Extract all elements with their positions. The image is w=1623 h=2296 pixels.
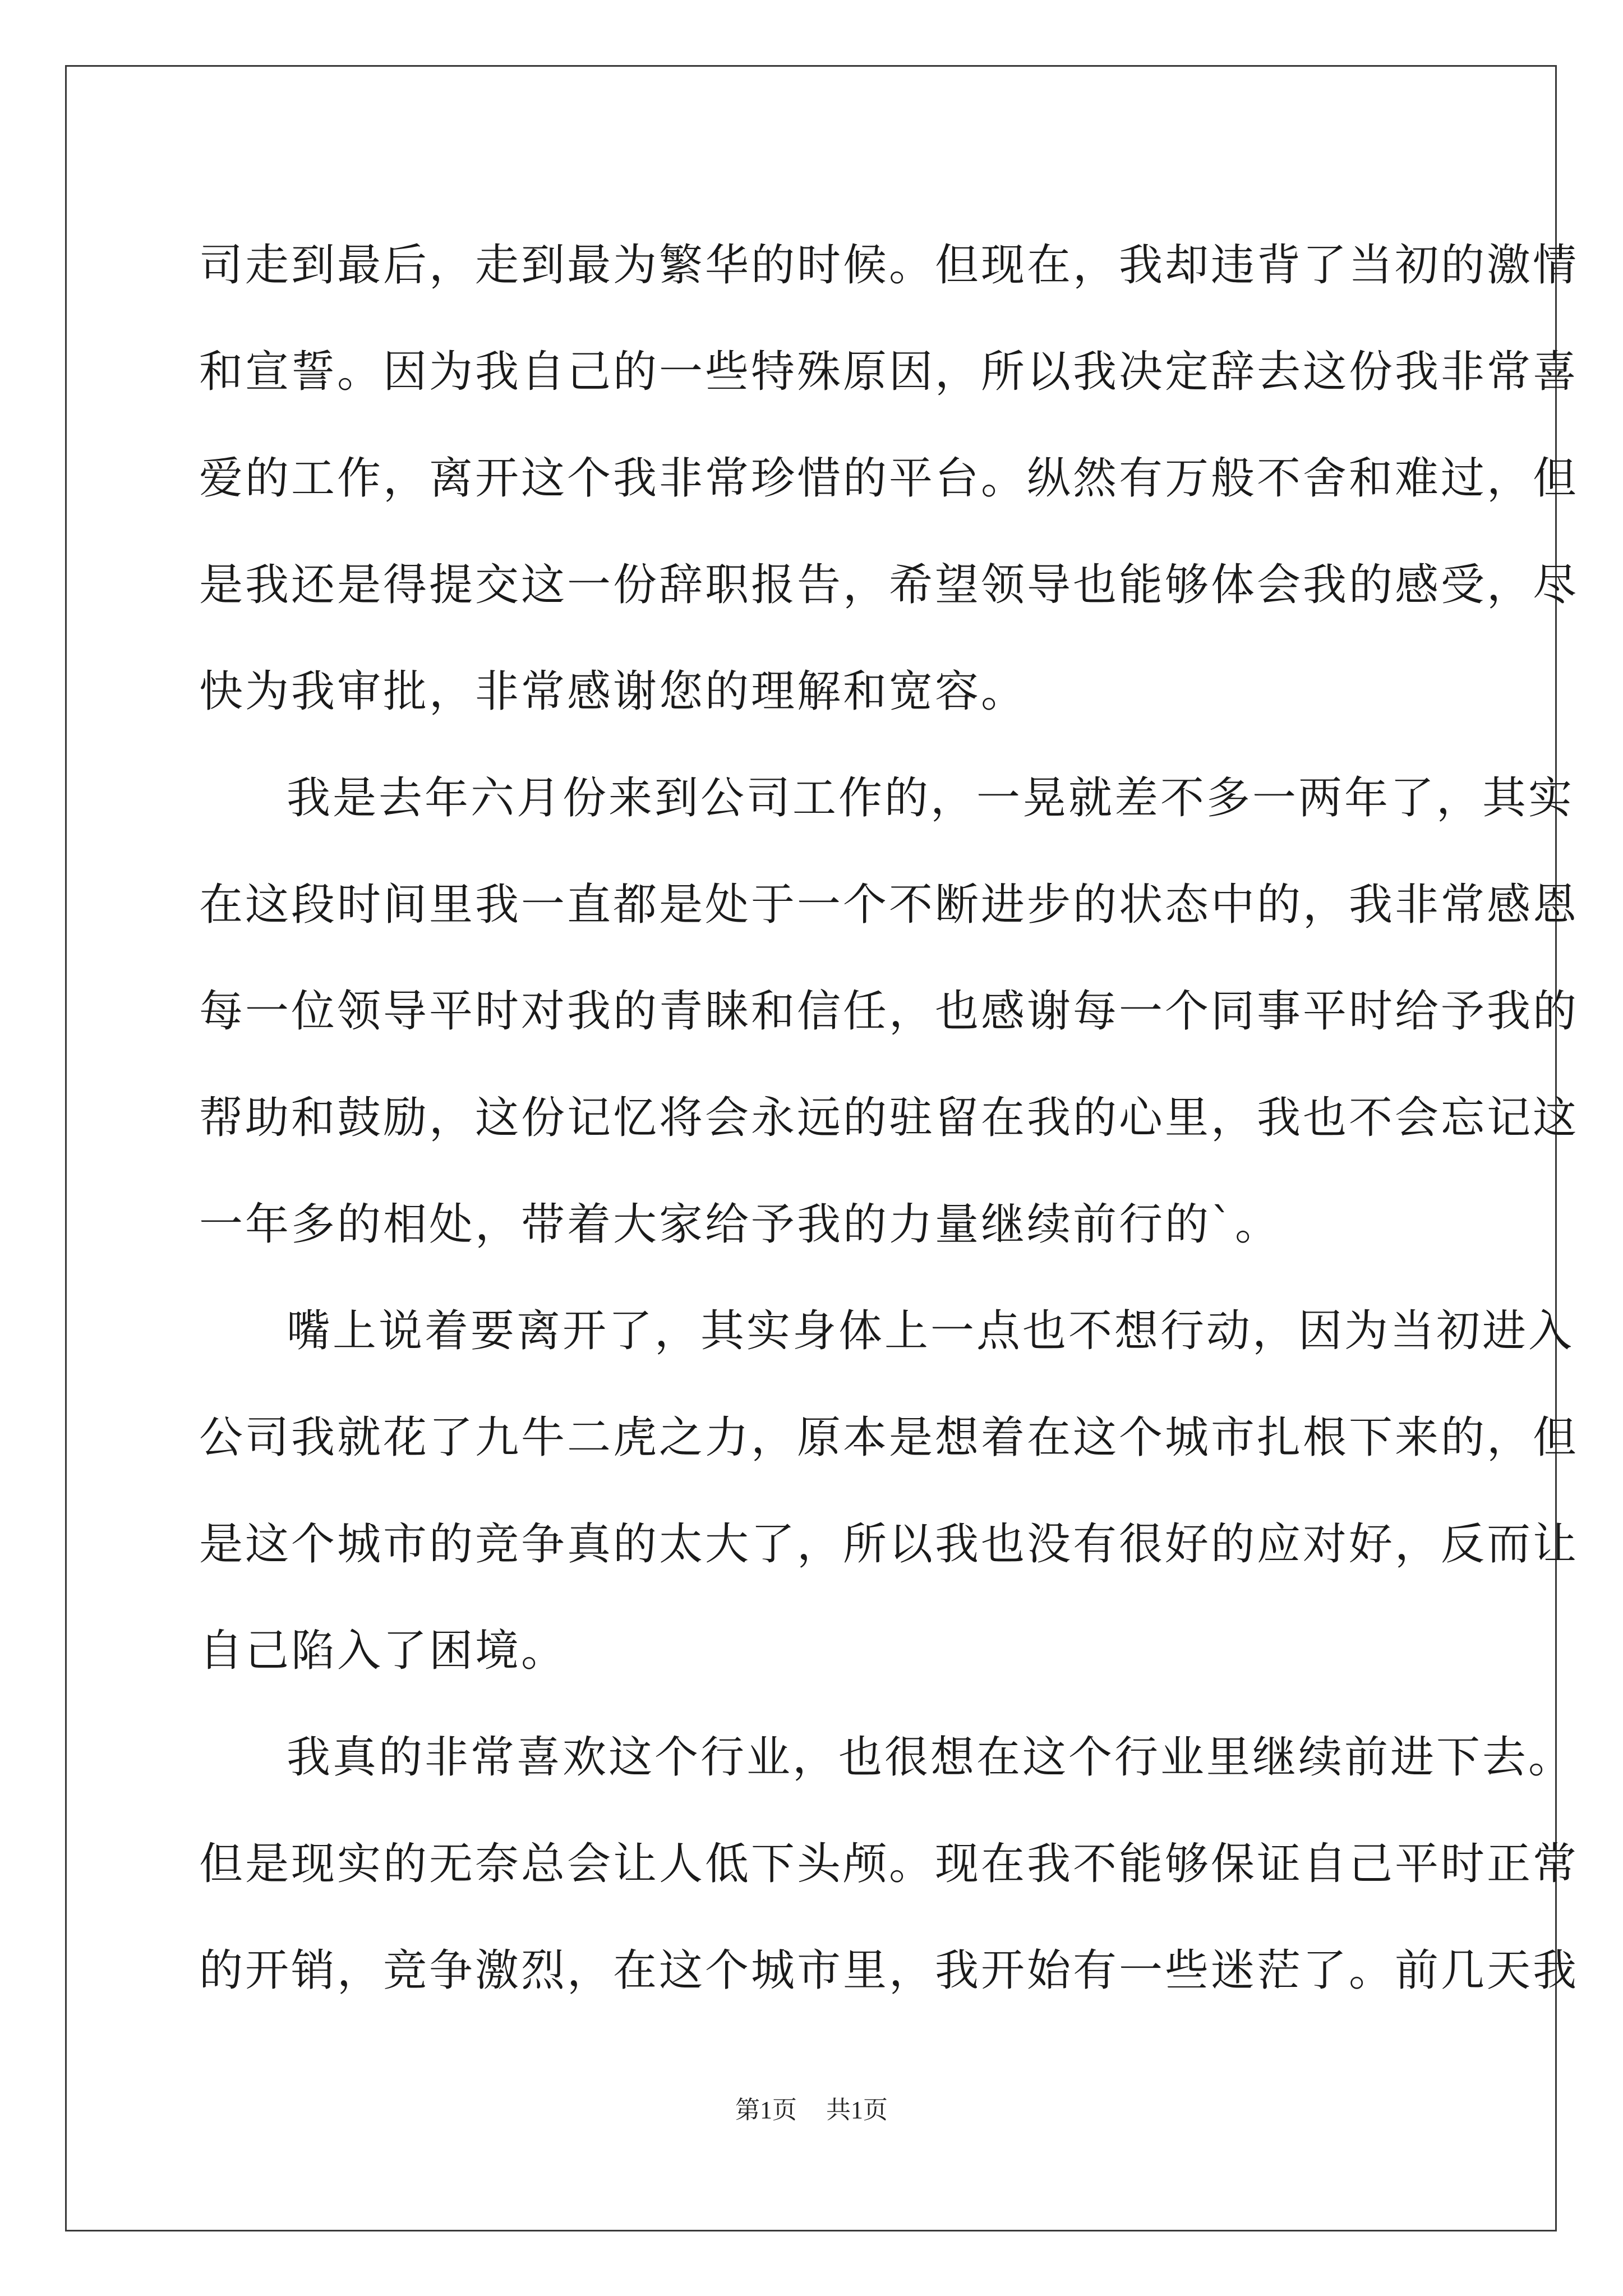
text-line: 公司我就花了九牛二虎之力，原本是想着在这个城市扎根下来的，但 (199, 1412, 1579, 1463)
document-body (199, 212, 1579, 2024)
text-line: 帮助和鼓励，这份记忆将会永远的驻留在我的心里，我也不会忘记这 (199, 1093, 1579, 1143)
text-line: 一年多的相处，带着大家给予我的力量继续前行的`。 (199, 1199, 1281, 1250)
text-line: 每一位领导平时对我的青睐和信任，也感谢每一个同事平时给予我的 (199, 986, 1579, 1037)
paragraph-first-line: 我真的非常喜欢这个行业，也很想在这个行业里继续前进下去。 (287, 1732, 1575, 1783)
page-number-current: 第1页 (735, 2096, 797, 2124)
text-line: 自己陷入了困境。 (199, 1626, 568, 1676)
text-line: 是我还是得提交这一份辞职报告，希望领导也能够体会我的感受，尽 (199, 560, 1579, 610)
text-line: 快为我审批，非常感谢您的理解和宽容。 (199, 666, 1027, 717)
text-line: 但是现实的无奈总会让人低下头颅。现在我不能够保证自己平时正常 (199, 1839, 1579, 1889)
text-line: 的开销，竞争激烈，在这个城市里，我开始有一些迷茫了。前几天我 (199, 1945, 1579, 1996)
paragraph-first-line: 我是去年六月份来到公司工作的，一晃就差不多一两年了，其实 (287, 773, 1575, 823)
page-footer (0, 2090, 1623, 2125)
text-line: 和宣誓。因为我自己的一些特殊原因，所以我决定辞去这份我非常喜 (199, 347, 1579, 397)
text-line: 爱的工作，离开这个我非常珍惜的平台。纵然有万般不舍和难过，但 (199, 453, 1579, 504)
text-line: 司走到最后，走到最为繁华的时候。但现在，我却违背了当初的激情 (199, 240, 1579, 291)
text-line: 是这个城市的竞争真的太大了，所以我也没有很好的应对好，反而让 (199, 1519, 1579, 1570)
page-number-total: 共1页 (826, 2096, 888, 2124)
paragraph-first-line: 嘴上说着要离开了，其实身体上一点也不想行动，因为当初进入 (287, 1306, 1575, 1356)
text-line: 在这段时间里我一直都是处于一个不断进步的状态中的，我非常感恩 (199, 880, 1579, 930)
